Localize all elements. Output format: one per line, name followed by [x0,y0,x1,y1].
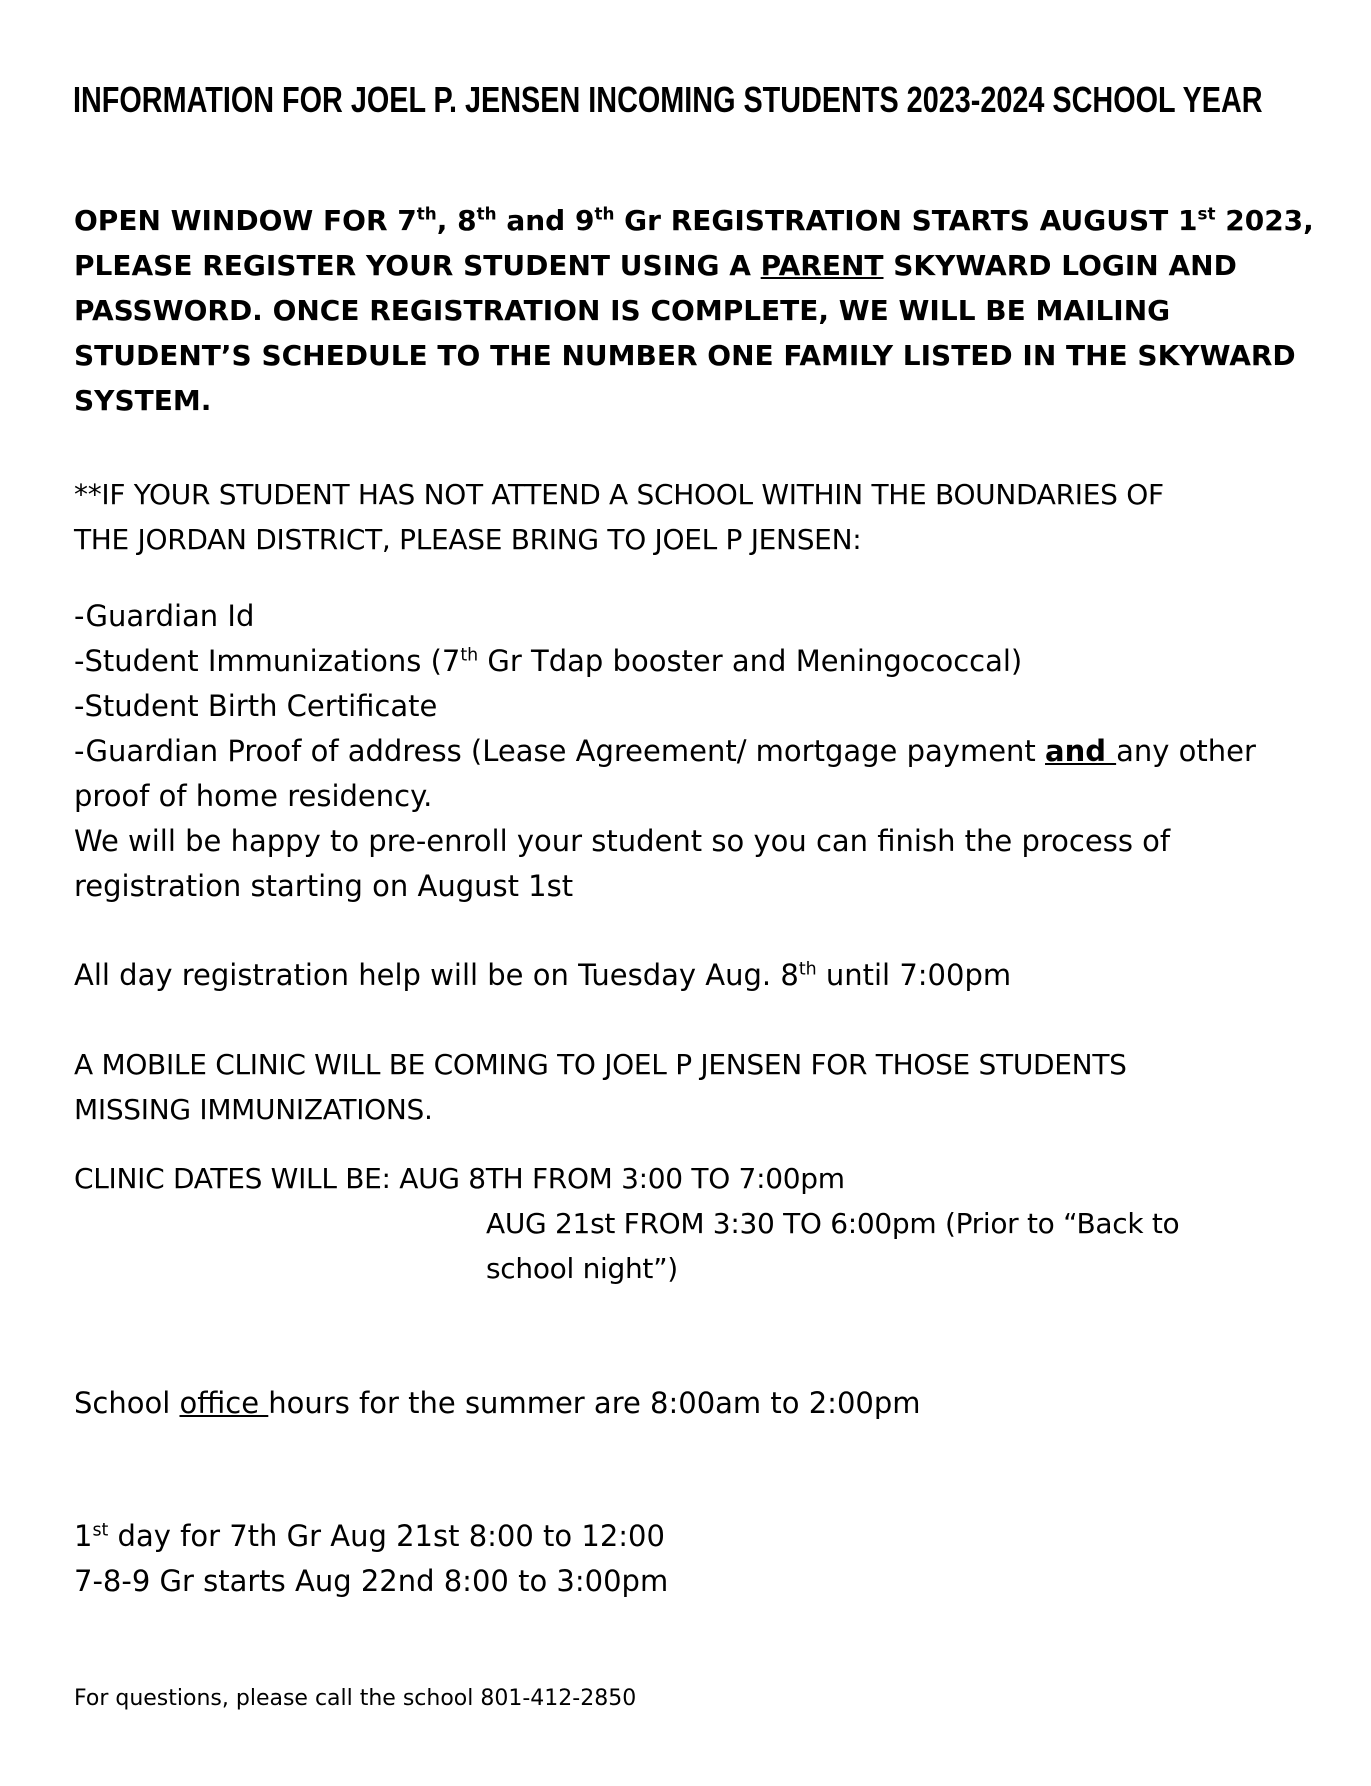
registration-line-5: SYSTEM. [74,384,212,417]
list-item: -Student Immunizations (7th Gr Tdap booster and Meningococcal) [74,644,1023,678]
list-item: -Guardian Id [74,599,255,633]
office-hours: School office hours for the summer are 8:00am to 2:00pm [74,1386,921,1420]
first-day-info [74,1514,668,1604]
page-title: INFORMATION FOR JOEL P. JENSEN INCOMING STUDENTS 2023-2024 SCHOOL YEAR [73,79,1263,120]
clinic-dates [74,1156,845,1201]
contact-footer: For questions, please call the school 801-412-2850 [74,1686,637,1711]
list-item-continuation: proof of home residency. [74,779,433,813]
pre-enroll-line-1: We will be happy to pre-enroll your student so you can finish the process of [74,824,1171,858]
requirements-list [74,594,1256,909]
registration-line-3: PASSWORD. ONCE REGISTRATION IS COMPLETE, WE WILL BE MAILING [74,294,1171,327]
pre-enroll-line-2: registration starting on August 1st [74,869,574,903]
office-underlined: office [179,1386,269,1420]
clinic-line-1: A MOBILE CLINIC WILL BE COMING TO JOEL P JENSEN FOR THOSE STUDENTS [74,1048,1127,1081]
registration-line-4: STUDENT’S SCHEDULE TO THE NUMBER ONE FAMILY LISTED IN THE SKYWARD [74,339,1296,372]
registration-help: All day registration help will be on Tuesday Aug. 8th until 7:00pm [74,958,1012,992]
registration-line-2: PLEASE REGISTER YOUR STUDENT USING A PARENT SKYWARD LOGIN AND [74,249,1237,282]
and-underlined: and [1045,734,1117,768]
clinic-date-2: AUG 21st FROM 3:30 TO 6:00pm (Prior to “Back to school night”) [486,1207,1180,1285]
out-of-district-notice [74,472,1164,562]
list-item: -Student Birth Certificate [74,689,438,723]
clinic-line-2: MISSING IMMUNIZATIONS. [74,1093,433,1126]
notice-line-2: THE JORDAN DISTRICT, PLEASE BRING TO JOEL P JENSEN: [74,523,862,556]
mobile-clinic-notice [74,1042,1127,1132]
registration-line-1: OPEN WINDOW FOR 7th, 8th and 9th Gr REGISTRATION STARTS AUGUST 1st 2023, [74,203,1314,237]
notice-line-1: **IF YOUR STUDENT HAS NOT ATTEND A SCHOOL WITHIN THE BOUNDARIES OF [74,478,1164,511]
registration-paragraph [74,198,1314,423]
first-day-line-2: 7-8-9 Gr starts Aug 22nd 8:00 to 3:00pm [74,1564,669,1598]
first-day-line-1: 1st day for 7th Gr Aug 21st 8:00 to 12:00 [74,1519,665,1553]
parent-underlined: PARENT [760,249,884,282]
clinic-date-1: CLINIC DATES WILL BE: AUG 8TH FROM 3:00 TO 7:00pm [74,1162,845,1195]
list-item: -Guardian Proof of address (Lease Agreement/ mortgage payment and any other [74,734,1256,768]
